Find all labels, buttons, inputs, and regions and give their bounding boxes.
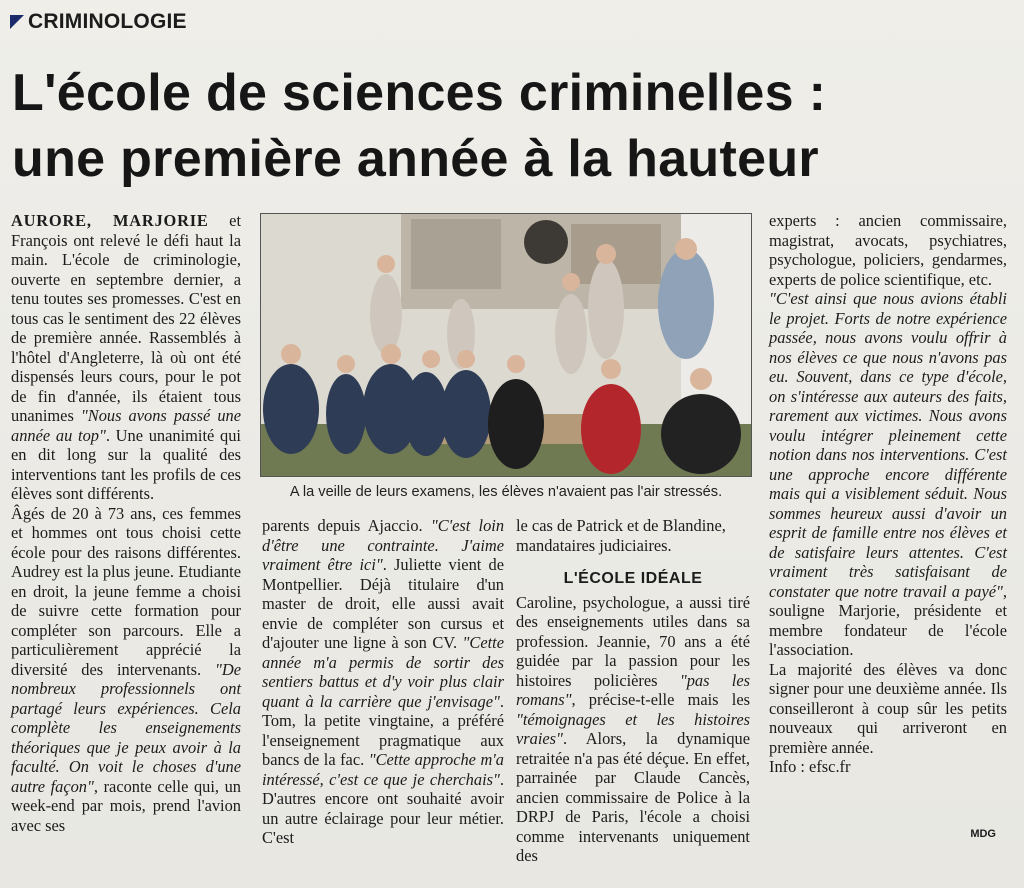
- lead-names: AURORE, MARJORIE: [11, 211, 209, 230]
- paragraph: experts : ancien commissaire, magistrat, avocats, psychiatres, psychologue, policiers, gendarmes, experts de police scientifique, etc.: [769, 211, 1007, 289]
- group-photo-illustration: [261, 214, 751, 476]
- body-text: , souligne Marjorie, présidente et membre fondateur de l'école l'association.: [769, 581, 1007, 659]
- text-column-4: [769, 211, 1007, 777]
- quote: "pas les romans": [516, 670, 750, 709]
- body-text: . D'autres encore ont souhaité avoir un autre éclairage pour leur métier. C'est: [262, 769, 504, 847]
- article-headline: [12, 60, 1012, 192]
- author-signature: MDG: [970, 828, 996, 840]
- rubric-label: CRIMINOLOGIE: [28, 10, 187, 33]
- paragraph: [516, 593, 750, 866]
- info-line: Info : efsc.fr: [769, 757, 851, 776]
- photo-caption: A la veille de leurs examens, les élèves n'avaient pas l'air stressés.: [289, 484, 723, 500]
- paragraph: le cas de Patrick et de Blandine, mandataires judiciaires.: [516, 516, 726, 555]
- body-text: Âgés de 20 à 73 ans, ces femmes et hommes ont tous choisi cette école pour des raisons différentes. Audrey est la plus jeune. Etudiante en droit, la jeune femme a choisi de suivre cette formation pour compléter son parcours. Elle a particulièrement apprécié la diversité des intervenants.: [11, 503, 241, 679]
- body-text: . Tom, la petite vingtaine, a préféré l'enseignement pragmatique aux bancs de la fac.: [262, 691, 504, 769]
- body-text: . Alors, la dynamique retraitée n'a pas été déçue. En effet, parrainée par Claude Cancès, ancien commissaire de Police à la DRPJ de Paris, l'école a choisi comme intervenants uniquement des: [516, 729, 750, 865]
- quote: "C'est loin d'être une contrainte. J'aime vraiment être ici": [262, 516, 505, 574]
- text-column-1: [11, 211, 241, 835]
- paragraph: [262, 516, 504, 848]
- headline-line-2: une première année à la hauteur: [12, 130, 819, 188]
- text-column-3: [516, 516, 750, 866]
- body-text: Caroline, psychologue, a aussi tiré des enseignements utiles dans sa profession. Jeannie, 70 ans a été guidée par la passion pour les histoires policières: [516, 592, 750, 690]
- body-text: , raconte celle qui, un week-end par mois, prend l'avion avec ses: [11, 776, 241, 835]
- body-text: , précise-t-elle mais les: [571, 690, 750, 709]
- body-text: . Juliette vient de Montpellier. Déjà titulaire d'un master de droit, elle aussi avait envie de compléter son cursus et d'ajouter une ligne à son CV.: [262, 555, 504, 652]
- section-rubric: [10, 10, 187, 34]
- text-column-2: [262, 516, 504, 848]
- quote: "Nous avons passé une année au top": [11, 406, 241, 445]
- group-photo: [260, 213, 752, 477]
- quote: "De nombreux professionnels ont partagé leurs expériences. Cela complète les enseignements théoriques que je peux avoir à la faculté. On voit le choses d'une autre façon": [11, 659, 241, 796]
- quote: "Cette année m'a permis de sortir des sentiers battus et d'y voir plus clair quant à la carrière que j'envisage": [262, 633, 504, 711]
- quote: "C'est ainsi que nous avions établi le projet. Forts de notre expérience passée, nous avons voulu offrir à nos élèves ce que nous n'avons pas eu. Souvent, dans ce type d'école, on s'intéresse aux auteurs des faits, rarement aux victimes. Nous avons voulu intégrer pleinement cette notion dans nos interventions. C'est une approche encore différente mais qui a visiblement séduit. Nous sommes heureux aussi d'avoir un esprit de famille entre nos élèves et de satisfaire leurs attentes. C'est vraiment très satisfaisant de constater que notre travail a payé": [769, 289, 1007, 601]
- quote: "Cette approche m'a intéressé, c'est ce que je cherchais": [262, 750, 504, 789]
- rubric-marker-icon: [10, 15, 24, 29]
- paragraph: [11, 504, 241, 836]
- body-text: et François ont relevé le défi haut la main. L'école de criminologie, ouverte en septembre dernier, a tenu toutes ses promesses. C'est en tous cas le sentiment des 22 élèves de première année. Rassemblés à l'hôtel d'Angleterre, là où ont été dispensés leurs cours, pour le pot de fin d'année, ils étaient tous unanimes: [11, 211, 241, 425]
- paragraph: [769, 289, 1007, 660]
- body-text: . Une unanimité qui en dit long sur la qualité des interventions tant les profils de ces élèves sont différents.: [11, 425, 241, 503]
- paragraph: [11, 211, 241, 504]
- paragraph: La majorité des élèves va donc signer pour une deuxième année. Ils conseilleront à coup sûr les petits nouveaux qui arriveront en première année.: [769, 659, 1007, 757]
- subheading: L'ÉCOLE IDÉALE: [563, 570, 703, 587]
- body-text: parents depuis Ajaccio.: [262, 516, 431, 535]
- headline-line-1: L'école de sciences criminelles :: [12, 64, 827, 122]
- quote: "témoignages et les histoires vraies": [516, 709, 750, 748]
